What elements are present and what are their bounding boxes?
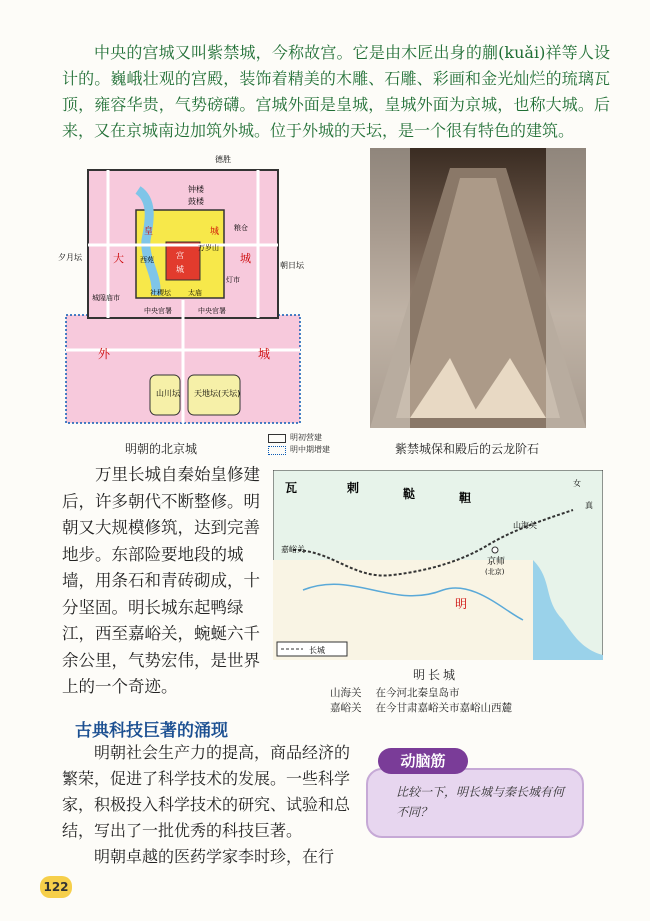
yueritan-label: 夕月坛 [58,253,82,262]
ming-label: 明 [455,597,468,611]
deshengmen-label: 德胜 [215,155,231,164]
wall-paragraph [62,462,260,701]
cheng4-label: 城 [258,347,271,361]
zhen-label: 真 [585,501,593,510]
beijing-map-caption: 明朝的北京城 [125,442,198,456]
legend-item [268,432,330,444]
dengshi-label: 灯市 [226,276,240,284]
shanchuan-label: 山川坛 [156,389,180,398]
legend-label: 明中期增建 [290,445,330,454]
chenghuang-label: 城隍庙市 [92,294,120,302]
wai-label: 外 [98,347,111,361]
da-label: 大 [113,252,124,265]
beijing-map-legend [268,432,330,456]
palace-city-area [166,242,200,280]
da-label: 鞑 [403,487,416,501]
zhongyang2-label: 中央官署 [198,307,226,315]
jiayu-label: 嘉峪关 [281,545,305,554]
zhongyang1-label: 中央官署 [144,307,172,315]
note-place: 山海关 [330,687,362,699]
cheng-label: 城 [210,227,220,237]
wall-text: 万里长城自秦始皇修建后，许多朝代不断整修。明朝又大规模修筑，达到完善地步。东部险要地段的城墙，用条石和青砖砌成，十分坚固。明长城东起鸭绿江，西至嘉峪关，蜿蜒六千余公里，气势宏伟，是世界上的一个奇迹。 [62,465,260,696]
science-text-2: 明朝卓越的医药学家李时珍，在行 [94,847,335,866]
huang-label: 皇 [144,227,154,237]
gong-label: 宫 [176,251,184,260]
sheji-label: 社稷坛 [150,289,171,297]
think-box [366,748,584,838]
gulou-label: 鼓楼 [188,197,204,206]
beijing-marker [492,547,498,553]
wall-legend-label: 长城 [309,646,325,655]
shanhai-label: 山海关 [513,521,537,530]
think-badge: 动脑筋 [378,748,468,774]
xiyuan-label: 西苑 [140,256,154,264]
dotted-swatch [268,446,286,455]
intro-paragraph [62,40,610,144]
wall-map-caption: 明长城 [413,668,459,682]
chaoritan-label: 朝日坛 [280,261,304,270]
great-wall-map [273,470,603,660]
dan-label: 靼 [459,491,472,505]
intro-text: 中央的宫城又叫紫禁城，今称故宫。它是由木匠出身的蒯(kuǎi)祥等人设计的。巍峨壮观的宫殿，装饰着精美的木雕、石雕、彩画和金光灿烂的琉璃瓦顶，雍容华贵，气势磅礴。宫城外面是皇城，皇城外面为京城，也称大城。后来，又在京城南边加筑外城。位于外城的天坛，是一个很有特色的建筑。 [62,43,610,140]
zhonglou-label: 钟楼 [188,185,204,194]
solid-swatch [268,434,286,443]
wa-label: 瓦 [285,481,298,495]
think-question: 比较一下，明长城与秦长城有何不同？ [396,785,565,819]
beijing-map [58,150,308,428]
note-place: 嘉峪关 [330,702,362,714]
map-notes [330,686,512,716]
legend-item [268,444,330,456]
cheng3-label: 城 [240,252,251,265]
note-row [330,701,512,716]
jingshi-label: 京师 [487,557,506,567]
dragon-stone-photo [370,148,586,428]
photo-drawing [370,148,586,428]
taimiao-label: 太庙 [188,289,202,297]
photo-caption: 紫禁城保和殿后的云龙阶石 [395,442,540,456]
note-row [330,686,512,701]
liangcang-label: 粮仓 [234,224,248,232]
note-desc: 在今甘肃嘉峪关市嘉峪山西麓 [375,702,512,714]
cheng2-label: 城 [176,265,184,274]
section-heading: 古典科技巨著的涌现 [75,721,228,741]
jingshan-label: 万岁山 [198,244,219,252]
legend-label: 明初营建 [290,433,322,442]
tiandi-label: 天地坛(天坛) [194,389,241,398]
note-desc: 在今河北秦皇岛市 [375,687,460,699]
science-paragraphs [62,740,352,870]
beijing-label: (北京) [485,568,505,576]
science-text-1: 明朝社会生产力的提高，商品经济的繁荣，促进了科学技术的发展。一些科学家，积极投入科学技术的研究、试验和总结，写出了一批优秀的科技巨著。 [62,743,351,840]
page-number: 122 [40,876,72,898]
nv-label: 女 [573,479,581,488]
la-label: 剌 [347,481,360,495]
